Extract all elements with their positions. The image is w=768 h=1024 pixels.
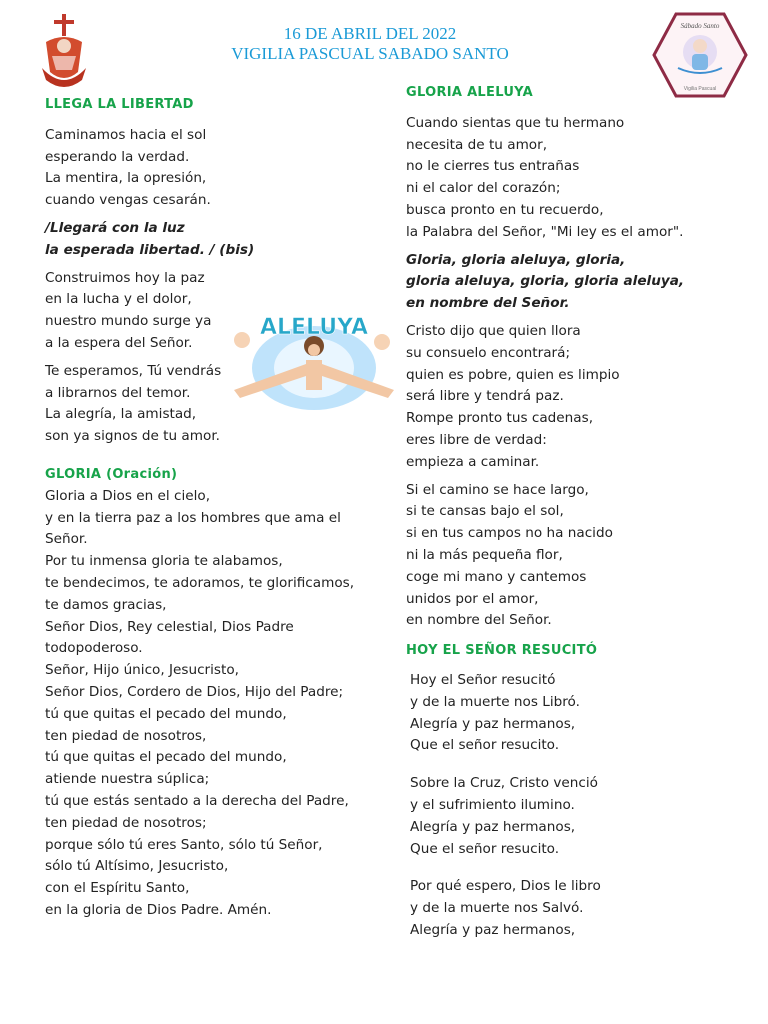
verse-3: Te esperamos, Tú vendrás a librarnos del temor. La alegría, la amistad, son ya signos de tu amor. (45, 362, 222, 445)
gloria-title: GLORIA (Oración) (45, 466, 178, 482)
parish-logo (36, 12, 92, 92)
page-title: VIGILIA PASCUAL SABADO SANTO (231, 44, 509, 63)
gloria-text: Gloria a Dios en el cielo, y en la tierra paz a los hombres que ama el Señor. Por tu inmensa gloria te alabamos, te bendecimos, te adoramos, te glorificamos, te damos gracias, Señor Dios, Rey celestial, Dios Padre todopoderoso. Señor, Hijo único, Jesucristo, Señor Dios, Cordero de Dios, Hijo del Padre; tú que quitas el pecado del mundo, ten piedad de nosotros, tú que quitas el pecado del mundo, atiende nuestra súplica; tú que estás sentado a la derecha del Padre, ten piedad de nosotros; porque sólo tú eres Santo, sólo tú Señor, sólo tú Altísimo, Jesucristo, con el Espíritu Santo, en la gloria de Dios Padre. Amén. (45, 487, 355, 918)
chorus: /Llegará con la luz la esperada libertad. / (bis) (45, 219, 255, 258)
aleluya-chorus: Gloria, gloria aleluya, gloria, gloria aleluya, gloria, gloria aleluya, en nombre del Señor. (406, 251, 685, 312)
verse-2: Construimos hoy la paz en la lucha y el dolor, nuestro mundo surge ya a la espera del Señor. (45, 269, 212, 351)
date-heading: 16 DE ABRIL DEL 2022 (283, 24, 457, 43)
resucito-verse-2: Sobre la Cruz, Cristo venció y el sufrimiento ilumino. Alegría y paz hermanos, Que el señor resucito. (410, 775, 598, 857)
logo-caption-top: Sábado Santo (680, 22, 720, 30)
right-column (406, 82, 756, 942)
resucito-verse-3: Por qué espero, Dios le libro y de la muerte nos Salvó. Alegría y paz hermanos, (410, 878, 601, 938)
song-title-llega-la-libertad: LLEGA LA LIBERTAD (45, 97, 194, 112)
song-title-gloria-aleluya: GLORIA ALELUYA (406, 85, 534, 100)
left-column (45, 94, 375, 922)
aleluya-banner: ALELUYA (259, 315, 369, 340)
resucito-verse-1: Hoy el Señor resucitó y de la muerte nos Libró. Alegría y paz hermanos, Que el señor resucito. (410, 671, 580, 754)
aleluya-verse-2: Cristo dijo que quien llora su consuelo encontrará; quien es pobre, quien es limpio será libre y tendrá paz. Rompe pronto tus cadenas, eres libre de verdad: empieza a caminar. (406, 322, 620, 470)
verse-1: Caminamos hacia el sol esperando la verdad. La mentira, la opresión, cuando vengas cesarán. (45, 126, 211, 209)
logo-caption-bottom: Vigilia Pascual (683, 86, 717, 92)
song-title-hoy-el-senor-resucito: HOY EL SEÑOR RESUCITÓ (406, 643, 598, 659)
aleluya-verse-3: Si el camino se hace largo, si te cansas bajo el sol, si en tus campos no ha nacido ni la más pequeña flor, coge mi mano y cantemos unidos por el amor, en nombre del Señor. (406, 481, 613, 629)
aleluya-verse-1: Cuando sientas que tu hermano necesita de tu amor, no le cierres tus entrañas ni el calor del corazón; busca pronto en tu recuerdo, la Palabra del Señor, "Mi ley es el amor". (406, 114, 684, 240)
